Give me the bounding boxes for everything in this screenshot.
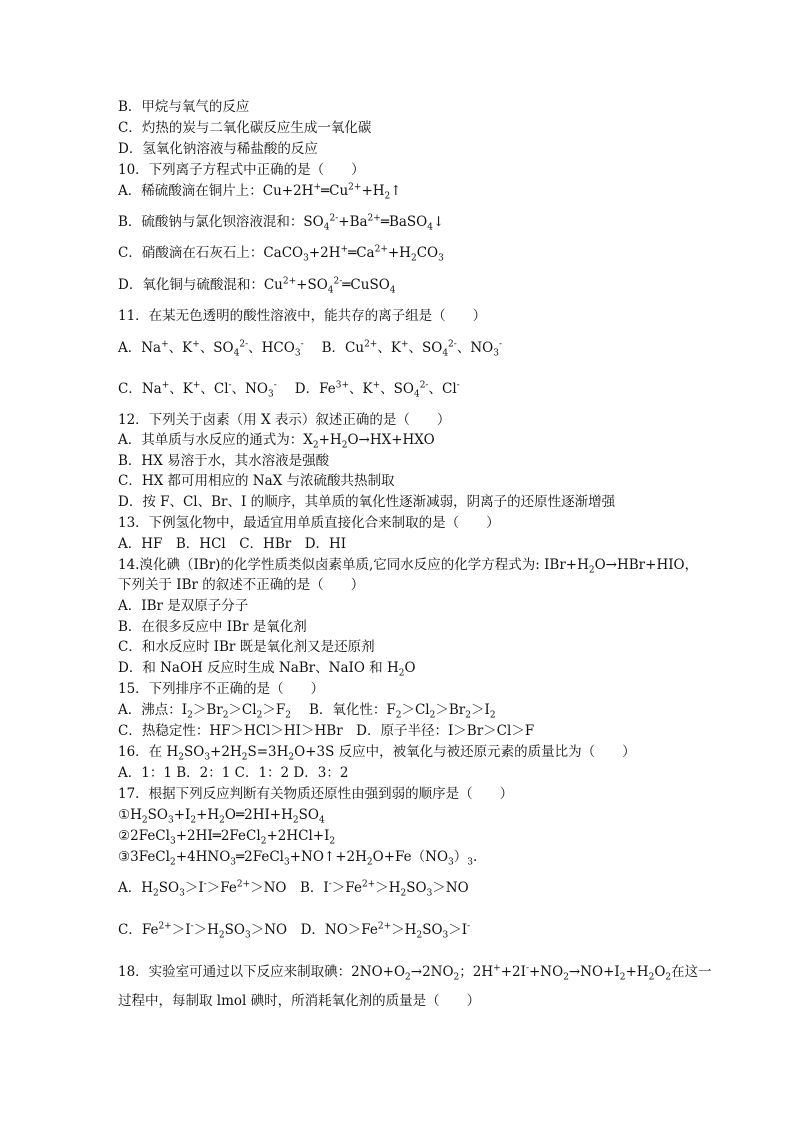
- text-run: ＞H: [193, 922, 219, 938]
- superscript: 3+: [335, 380, 349, 391]
- subscript: 3: [244, 930, 251, 941]
- question-13: [118, 514, 500, 532]
- q14-option-d: [118, 659, 416, 677]
- superscript: -: [273, 380, 277, 391]
- text-run: +2I: [500, 964, 526, 980]
- text-run: S=3H: [247, 744, 289, 760]
- subscript: 3: [448, 857, 454, 868]
- q14-option-c: [118, 638, 375, 656]
- text-run: +2HI═2FeCl: [175, 828, 261, 844]
- subscript: 2: [416, 930, 423, 941]
- superscript: 2-: [329, 213, 339, 224]
- subscript: 4: [323, 222, 330, 233]
- text-run: ↓: [432, 214, 445, 230]
- text-run: →NO+I: [568, 964, 620, 980]
- subscript: 2: [219, 815, 225, 826]
- text-run: +NO: [528, 964, 564, 980]
- text-run: 、HCO: [248, 340, 295, 356]
- subscript: 3: [230, 857, 236, 868]
- subscript: 3: [204, 752, 211, 763]
- subscript: 4: [318, 815, 325, 826]
- text-run: ＞F: [262, 702, 286, 718]
- text-run: ═Ca: [348, 245, 375, 261]
- text-run: .: [473, 849, 478, 865]
- subscript: 4: [427, 222, 433, 233]
- q15-options-cd: [118, 722, 534, 740]
- subscript: 3: [294, 348, 301, 359]
- text-run: 、NO: [456, 340, 494, 356]
- text-run: A．1：1 B．2：1 C．1：2 D．3：2: [118, 765, 349, 781]
- text-run: ═BaSO: [380, 214, 428, 230]
- superscript: -: [203, 879, 207, 890]
- superscript: 2-: [333, 276, 343, 287]
- subscript: 2: [218, 930, 225, 941]
- text-run: B．HX 易溶于水，其水溶液是强酸: [118, 453, 330, 469]
- text-run: O: [404, 660, 416, 676]
- subscript: 2: [429, 710, 436, 721]
- text-run: A．Na: [118, 340, 162, 356]
- text-run: +H: [387, 245, 411, 261]
- superscript: 2-: [448, 339, 457, 350]
- text-run: ②2FeCl: [118, 828, 170, 844]
- subscript: 2: [256, 710, 263, 721]
- text-run: SO: [422, 922, 443, 938]
- text-run: 、Cl: [200, 381, 229, 397]
- subscript: 2: [489, 710, 496, 721]
- text-run: +H: [318, 432, 342, 448]
- subscript: 2: [410, 253, 417, 264]
- text-run: ①H: [118, 807, 142, 823]
- text-run: 14.溴化碘（IBr)的化学性质类似卤素单质,它同水反应的化学方程式为: IBr+H: [118, 557, 589, 573]
- subscript: 2: [169, 857, 176, 868]
- text-run: ＞I: [448, 922, 468, 938]
- text-run: ＞Cl: [401, 702, 430, 718]
- text-run: C．和水反应时 IBr 既是氧化剂又是还原剂: [118, 639, 375, 655]
- text-run: 13．下例氢化物中，最适宜用单质直接化合来制取的是（ ）: [118, 515, 500, 531]
- subscript: 2: [292, 815, 299, 826]
- text-run: ）: [453, 849, 468, 865]
- question-14: [118, 556, 698, 574]
- text-run: B．硫酸钠与氯化钡溶液混和：SO: [118, 214, 324, 230]
- superscript: 2+: [282, 276, 297, 287]
- question-15: [118, 680, 324, 698]
- q9-option-b: [118, 98, 249, 116]
- subscript: 2: [187, 710, 193, 721]
- q10-option-d: [118, 276, 396, 294]
- text-run: D．按 F、Cl、Br、I 的顺序，其单质的氧化性逐渐减弱，阴离子的还原性逐渐增强: [118, 494, 616, 510]
- subscript: 3: [426, 888, 433, 899]
- superscript: 2+: [367, 213, 381, 224]
- text-run: 、SO: [380, 381, 414, 397]
- text-run: +I: [173, 807, 191, 823]
- superscript: -: [300, 339, 304, 350]
- text-run: A．H: [118, 880, 154, 896]
- q12-option-b: [118, 452, 329, 470]
- superscript: +: [493, 963, 501, 974]
- text-run: D．和 NaOH 反应时生成 NaBr、NaIO 和 H: [118, 660, 399, 676]
- text-run: D．氧化铜与硫酸混和：Cu: [118, 277, 283, 293]
- text-run: 16．在 H: [118, 744, 179, 760]
- text-run: A．其单质与水反应的通式为：X: [118, 432, 313, 448]
- superscript: -: [328, 879, 332, 890]
- text-run: +2H: [210, 744, 242, 760]
- superscript: -: [190, 921, 194, 932]
- text-run: 、SO: [408, 340, 443, 356]
- text-run: 、SO: [199, 340, 234, 356]
- q10-option-a: [118, 182, 402, 200]
- question-10: [118, 161, 365, 179]
- text-run: 11．在某无色透明的酸性溶液中，能共存的离子组是（ ）: [118, 308, 487, 324]
- subscript: 2: [405, 972, 411, 983]
- question-11: [118, 307, 486, 325]
- text-run: ═CuSO: [342, 277, 390, 293]
- text-run: ＞NO B．I: [250, 880, 329, 896]
- question-17: [118, 785, 513, 803]
- subscript: 3: [493, 348, 499, 359]
- text-run: SO: [183, 744, 205, 760]
- text-run: +SO: [296, 277, 328, 293]
- subscript: 2: [153, 888, 159, 899]
- q10-option-c: [118, 244, 444, 262]
- question-18: [118, 963, 712, 981]
- superscript: +: [192, 380, 201, 391]
- q17-options-ab: [118, 879, 469, 897]
- text-run: SO: [406, 880, 427, 896]
- text-run: 、K: [169, 381, 193, 397]
- text-run: ↑: [390, 183, 402, 199]
- q17-reaction-2: [118, 827, 335, 845]
- subscript: 2: [241, 752, 248, 763]
- text-run: 、K: [349, 381, 373, 397]
- subscript: 2: [190, 815, 197, 826]
- q11-options-ab: [118, 339, 502, 357]
- subscript: 2: [395, 710, 402, 721]
- superscript: -: [456, 380, 460, 391]
- text-run: ＞Br: [192, 702, 223, 718]
- subscript: 2: [178, 752, 184, 763]
- subscript: 3: [169, 836, 176, 847]
- text-run: ③3FeCl: [118, 849, 170, 865]
- text-run: C．HX 都可用相应的 NaX 与浓硫酸共热制取: [118, 473, 395, 489]
- subscript: 3: [179, 888, 185, 899]
- text-run: B．Cu: [321, 340, 365, 356]
- superscript: -: [525, 963, 529, 974]
- question-18-cont: [118, 992, 480, 1010]
- subscript: 3: [303, 253, 309, 264]
- text-run: ＞Fe: [331, 880, 362, 896]
- text-run: A．稀硫酸滴在铜片上：Cu+2H: [118, 183, 314, 199]
- superscript: 2-: [419, 380, 429, 391]
- text-run: CO: [416, 245, 439, 261]
- subscript: 3: [442, 930, 449, 941]
- text-run: ＞I: [470, 702, 490, 718]
- subscript: 4: [413, 389, 420, 400]
- subscript: 3: [267, 389, 274, 400]
- text-run: 、K: [168, 340, 193, 356]
- text-run: ＞I: [184, 880, 204, 896]
- text-run: ＞Fe: [206, 880, 237, 896]
- text-run: O: [654, 964, 666, 980]
- subscript: 3: [467, 857, 473, 868]
- text-run: +4HNO: [175, 849, 231, 865]
- text-run: A．HF B．HCl C．HBr D．HI: [118, 536, 347, 552]
- q12-option-a: [118, 431, 435, 449]
- subscript: 2: [465, 710, 471, 721]
- text-run: ＞Br: [435, 702, 466, 718]
- q14-option-b: [118, 618, 307, 636]
- text-run: ＞NO: [432, 880, 469, 896]
- superscript: -: [498, 339, 502, 350]
- text-run: A．IBr 是双原子分子: [118, 598, 249, 614]
- question-12: [118, 411, 450, 429]
- text-run: C．Na: [118, 381, 162, 397]
- subscript: 4: [233, 348, 240, 359]
- subscript: 3: [283, 857, 290, 868]
- subscript: 2: [141, 815, 148, 826]
- superscript: 2+: [377, 921, 392, 932]
- superscript: +: [400, 339, 409, 350]
- superscript: +: [372, 380, 381, 391]
- subscript: 2: [453, 972, 460, 983]
- text-run: O═2HI+H: [224, 807, 293, 823]
- text-run: ；2H: [459, 964, 494, 980]
- q9-option-d: [118, 140, 318, 158]
- text-run: ＞H: [375, 880, 401, 896]
- subscript: 4: [442, 348, 449, 359]
- text-run: B．氧化性：F: [308, 702, 396, 718]
- superscript: +: [161, 380, 170, 391]
- text-run: SO: [147, 807, 168, 823]
- q14-option-a: [118, 597, 248, 615]
- subscript: 3: [438, 253, 444, 264]
- superscript: +: [192, 339, 200, 350]
- q13-options: [118, 535, 346, 553]
- superscript: -: [228, 380, 232, 391]
- q9-option-c: [118, 119, 371, 137]
- q12-option-c: [118, 472, 395, 490]
- subscript: 2: [398, 668, 405, 679]
- text-run: B．甲烷与氧气的反应: [118, 99, 250, 115]
- superscript: 2+: [364, 339, 378, 350]
- text-run: ═Cu: [321, 183, 349, 199]
- superscript: +: [340, 244, 349, 255]
- text-run: +2HCl+I: [266, 828, 330, 844]
- text-run: A．沸点：I: [118, 702, 188, 718]
- text-run: SO: [158, 880, 180, 896]
- subscript: 4: [389, 285, 396, 296]
- text-run: 下列关于 IBr 的叙述不正确的是（ ）: [118, 577, 365, 593]
- text-run: C．硝酸滴在石灰石上：CaCO: [118, 245, 304, 261]
- subscript: 2: [588, 565, 595, 576]
- subscript: 2: [366, 857, 373, 868]
- subscript: 2: [619, 972, 626, 983]
- q17-reaction-1: [118, 806, 325, 824]
- text-run: 、Cl: [428, 381, 457, 397]
- q11-options-cd: [118, 380, 460, 398]
- subscript: 2: [285, 710, 291, 721]
- text-run: SO: [224, 922, 245, 938]
- subscript: 2: [665, 972, 672, 983]
- subscript: 2: [288, 752, 295, 763]
- subscript: 2: [312, 440, 319, 451]
- subscript: 2: [648, 972, 655, 983]
- text-run: O→HBr+HIO，: [594, 557, 699, 573]
- superscript: 2+: [236, 879, 251, 890]
- text-run: +H: [196, 807, 220, 823]
- text-run: D．Fe: [294, 381, 336, 397]
- q17-options-cd: [118, 921, 470, 939]
- text-run: C．灼热的炭与二氧化碳反应生成一氧化碳: [118, 120, 372, 136]
- subscript: 3: [167, 815, 174, 826]
- text-run: 15．下列排序不正确的是（ ）: [118, 681, 325, 697]
- subscript: 2: [400, 888, 407, 899]
- q15-options-ab: [118, 701, 496, 719]
- text-run: ＞Cl: [228, 702, 257, 718]
- text-run: 18．实验室可通过以下反应来制取碘：2NO+O: [118, 964, 406, 980]
- text-run: 12．下列关于卤素（用 X 表示）叙述正确的是（ ）: [118, 412, 451, 428]
- question-14-cont: [118, 576, 364, 594]
- text-run: ＞H: [391, 922, 417, 938]
- superscript: 2+: [374, 244, 388, 255]
- superscript: +: [313, 182, 321, 193]
- q17-reaction-3: [118, 848, 477, 866]
- text-run: O→HX+HXO: [347, 432, 435, 448]
- text-run: 、NO: [231, 381, 268, 397]
- subscript: 2: [329, 836, 336, 847]
- text-run: 、K: [377, 340, 401, 356]
- subscript: 2: [563, 972, 569, 983]
- text-run: C．热稳定性：HF＞HCl＞HI＞HBr D．原子半径：I＞Br＞Cl＞F: [118, 723, 535, 739]
- text-run: +NO↑+2H: [289, 849, 367, 865]
- text-run: ＞NO D．NO＞Fe: [250, 922, 378, 938]
- text-run: SO: [298, 807, 319, 823]
- text-run: C．Fe: [118, 922, 159, 938]
- text-run: +H: [625, 964, 649, 980]
- q16-options: [118, 764, 348, 782]
- superscript: 2+: [361, 879, 376, 890]
- text-run: +Ba: [338, 214, 368, 230]
- text-run: 17．根据下列反应判断有关物质还原性由强到弱的顺序是（ ）: [118, 786, 514, 802]
- superscript: 2-: [239, 339, 249, 350]
- text-run: →2NO: [410, 964, 454, 980]
- q12-option-d: [118, 493, 615, 511]
- text-run: 过程中，每制取 lmol 碘时，所消耗氧化剂的质量是（ ）: [118, 993, 481, 1009]
- superscript: 2+: [158, 921, 172, 932]
- question-16: [118, 743, 636, 761]
- text-run: ═2FeCl: [236, 849, 284, 865]
- superscript: 2+: [348, 182, 362, 193]
- subscript: 2: [384, 191, 391, 202]
- text-run: D．氢氧化钠溶液与稀盐酸的反应: [118, 141, 318, 157]
- text-run: O+3S 反应中，被氧化与被还原元素的质量比为（ ）: [294, 744, 636, 760]
- superscript: -: [467, 921, 471, 932]
- q10-option-b: [118, 213, 444, 231]
- superscript: +: [161, 339, 169, 350]
- subscript: 4: [327, 285, 334, 296]
- text-run: 10．下列离子方程式中正确的是（ ）: [118, 162, 365, 178]
- subscript: 2: [341, 440, 348, 451]
- text-run: +2H: [308, 245, 341, 261]
- subscript: 2: [222, 710, 229, 721]
- text-run: 在这一: [671, 964, 712, 980]
- text-run: ＞I: [171, 922, 191, 938]
- subscript: 2: [260, 836, 267, 847]
- text-run: B．在很多反应中 IBr 是氧化剂: [118, 619, 307, 635]
- text-run: +H: [361, 183, 385, 199]
- text-run: O+Fe（NO: [372, 849, 449, 865]
